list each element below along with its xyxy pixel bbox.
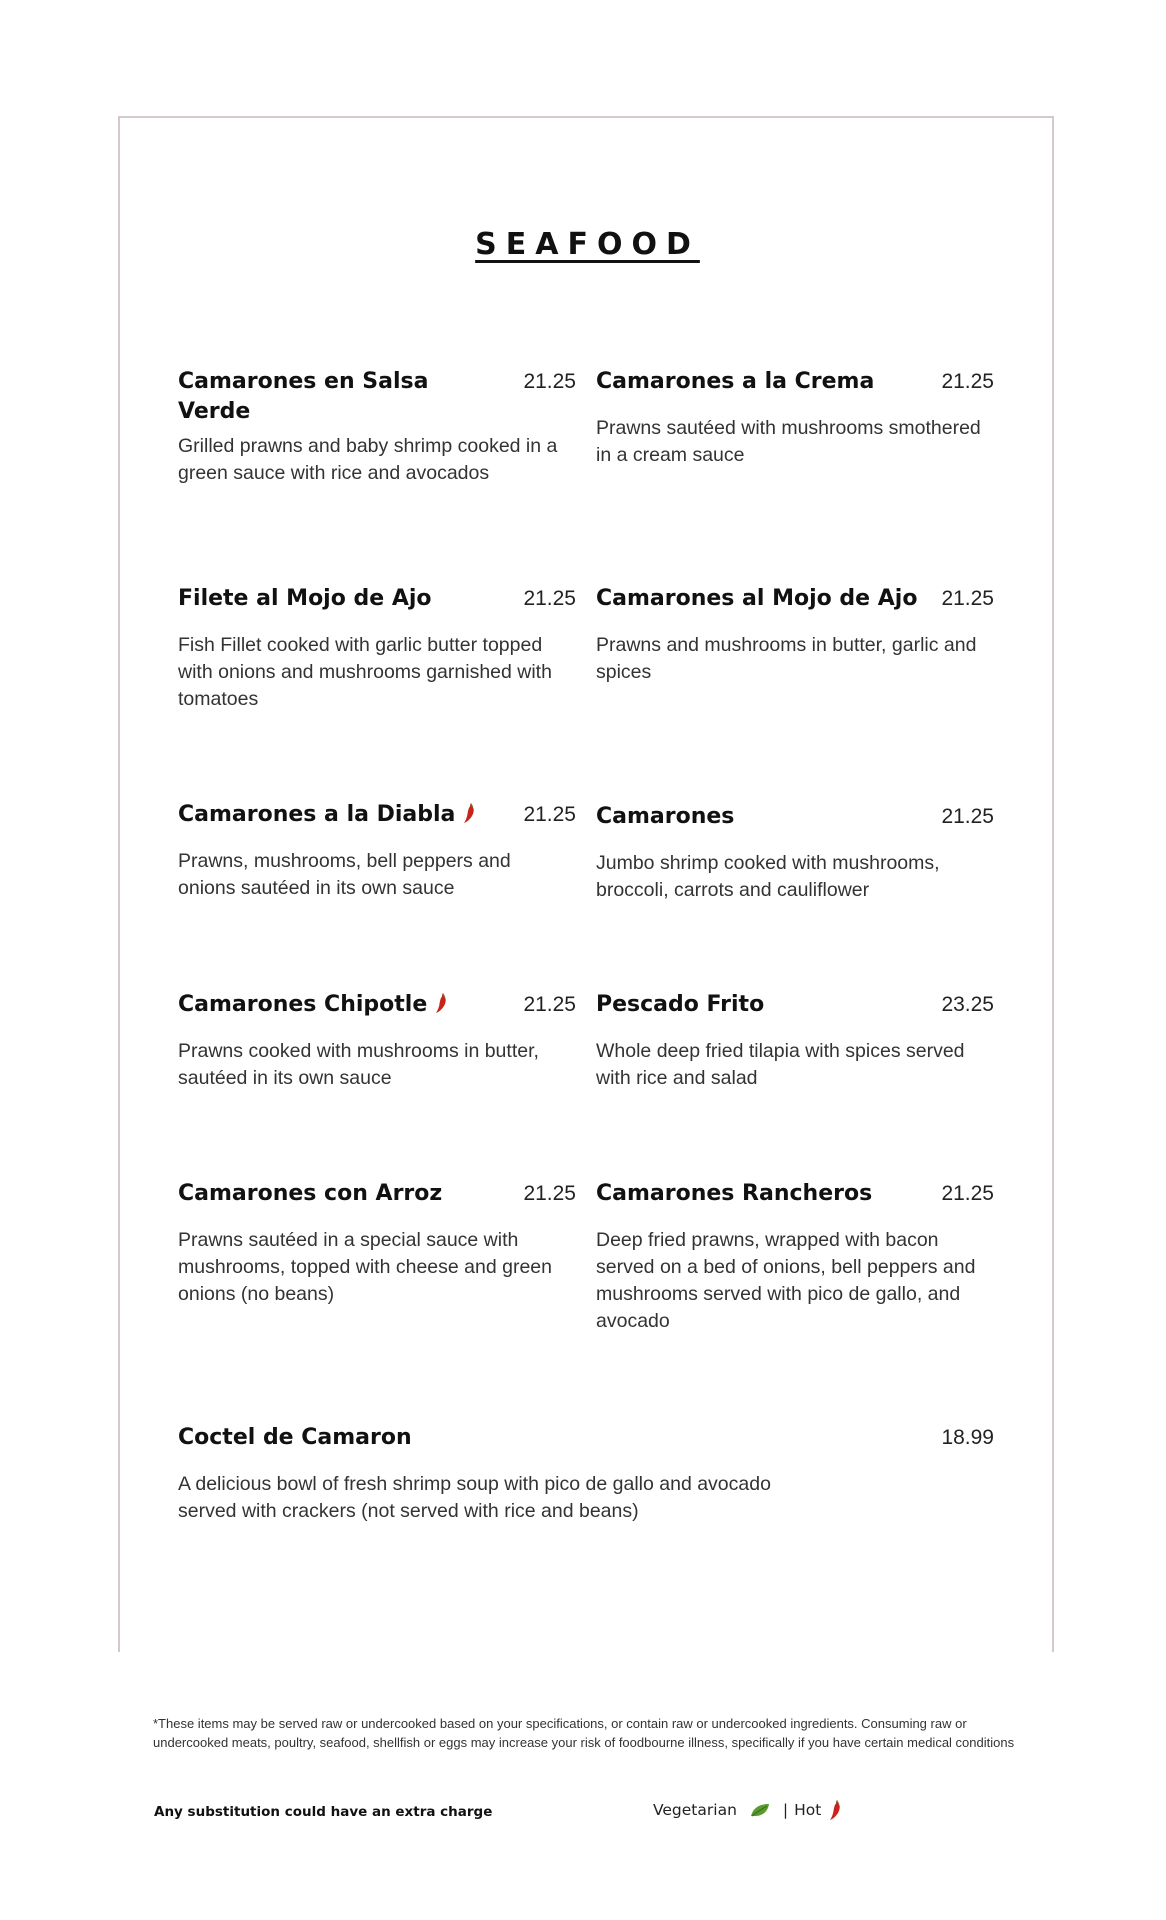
menu-item-filete-al-mojo-de-ajo [178, 584, 576, 713]
item-description: Deep fried prawns, wrapped with bacon served on a bed of onions, bell peppers and mushrooms served with pico de gallo, and avocado [596, 1229, 976, 1332]
item-name: Pescado Frito [596, 992, 765, 1017]
item-price: 21.25 [523, 803, 576, 826]
item-name-row [178, 800, 576, 830]
item-description: Prawns and mushrooms in butter, garlic and spices [596, 634, 977, 683]
item-name: Camarones al Mojo de Ajo [596, 586, 918, 611]
item-price: 23.25 [941, 993, 994, 1016]
item-name: Camarones en Salsa Verde [178, 369, 429, 424]
item-price: 21.25 [523, 587, 576, 610]
item-price: 21.25 [941, 1182, 994, 1205]
menu-item-camarones [596, 802, 994, 904]
item-description: Whole deep fried tilapia with spices served with rice and salad [596, 1040, 965, 1089]
menu-item-camarones-al-mojo-de-ajo [596, 584, 994, 686]
item-description: Prawns sautéed in a special sauce with mushrooms, topped with cheese and green onions (no beans) [178, 1229, 552, 1305]
item-name: Camarones con Arroz [178, 1181, 443, 1206]
chili-pepper-icon [435, 992, 447, 1014]
chili-pepper-icon [829, 1799, 841, 1821]
menu-item-camarones-con-arroz [178, 1179, 576, 1308]
item-price: 18.99 [941, 1426, 994, 1449]
item-price: 21.25 [523, 993, 576, 1016]
item-description: Prawns, mushrooms, bell peppers and onions sautéed in its own sauce [178, 850, 511, 899]
menu-item-pescado-frito [596, 990, 994, 1092]
item-name: Camarones [596, 804, 735, 829]
legend-hot-label: Hot [794, 1801, 822, 1819]
item-description: Jumbo shrimp cooked with mushrooms, broccoli, carrots and cauliflower [596, 852, 940, 901]
menu-item-camarones-rancheros [596, 1179, 994, 1335]
legend-vegetarian-label: Vegetarian [653, 1801, 737, 1819]
item-name-row [178, 990, 576, 1020]
item-price: 21.25 [523, 1182, 576, 1205]
leaf-icon [749, 1802, 771, 1818]
substitution-note: Any substitution could have an extra charge [154, 1804, 493, 1820]
chili-pepper-icon [463, 802, 475, 824]
dietary-legend [653, 1799, 841, 1821]
item-price: 21.25 [941, 805, 994, 828]
legend-separator: | [782, 1801, 789, 1819]
menu-item-camarones-chipotle [178, 990, 576, 1092]
item-description: Prawns sautéed with mushrooms smothered in a cream sauce [596, 417, 981, 466]
item-name: Camarones Chipotle [178, 992, 428, 1017]
item-price: 21.25 [941, 370, 994, 393]
item-description: Fish Fillet cooked with garlic butter topped with onions and mushrooms garnished with tomatoes [178, 634, 552, 710]
menu-item-camarones-a-la-crema [596, 367, 994, 469]
menu-item-camarones-a-la-diabla [178, 800, 576, 902]
item-price: 21.25 [941, 587, 994, 610]
item-description: Grilled prawns and baby shrimp cooked in a green sauce with rice and avocados [178, 435, 558, 484]
item-name: Camarones a la Diabla [178, 802, 456, 827]
item-name: Camarones a la Crema [596, 369, 875, 394]
item-description: A delicious bowl of fresh shrimp soup with pico de gallo and avocado served with crackers (not served with rice and beans) [178, 1473, 771, 1522]
raw-food-disclaimer: *These items may be served raw or undercooked based on your specifications, or contain raw or undercooked ingredients. Consuming raw or undercooked meats, poultry, seafood, shellfish or eggs may increase your risk of foodbourne illness, specifically if you have certain medical conditions [153, 1716, 1015, 1750]
item-description: Prawns cooked with mushrooms in butter, sautéed in its own sauce [178, 1040, 539, 1089]
menu-item-coctel-de-camaron [178, 1423, 994, 1525]
item-name: Filete al Mojo de Ajo [178, 586, 432, 611]
page-title: SEAFOOD [475, 227, 700, 262]
item-name: Coctel de Camaron [178, 1425, 412, 1450]
item-name: Camarones Rancheros [596, 1181, 873, 1206]
menu-item-camarones-en-salsa-verde [178, 367, 576, 487]
item-price: 21.25 [523, 370, 576, 393]
